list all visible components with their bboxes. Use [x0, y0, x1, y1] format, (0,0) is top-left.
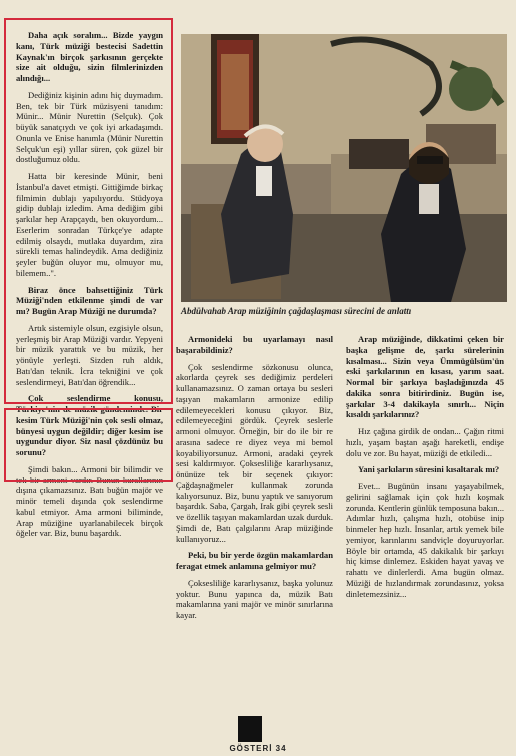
question-paragraph: Biraz önce bahsettiğiniz Türk Müziği'nden etkilenme şimdi de var mı? Bugün Arap Müziği ne durumda?	[16, 284, 163, 316]
question-paragraph: Armonideki bu uyarlamayı nasıl başarabildiniz?	[176, 334, 333, 355]
answer-paragraph: Hız çağına girdik de ondan... Çağın ritmi hızlı, yaşam baştan aşağı hareketli, endişe dolu ve zor. Bu hayat, müziği de etkiledi...	[346, 426, 504, 458]
footer-marker	[238, 716, 262, 742]
answer-paragraph: Evet... Bugünün insanı yaşayabilmek, gelirini sağlamak için çok hızlı koşmak zorunda. Kentlerin günlük temposuna bakın... Adımlar hızlı, çalışma hızlı, otobüse inip binmeler hep hızlı. İnsanlar, artık yemek bile yemiyor, karınlarını sandviçle doyuruyorlar. Böyle bir ortamda, 45 dakikalık bir şarkıyı hiç kimse dinlemez. Eskiden hayat yavaş ve rahattı ve dinlerlerdi. Ama bugün olmaz. Müziği de hızlandırmak zorundasınız, yoksa dinletemezsiniz...	[346, 481, 504, 599]
question-paragraph: Daha açık soralım... Bizde yaygın kanı, Türk müziği bestecisi Sadettin Kaynak'ın birçok şarkısının gerçekte size ait olduğu, sizin filmlerinizden alındığı...	[16, 30, 163, 83]
article-column-3	[346, 334, 504, 605]
answer-paragraph: Çok seslendirme sözkonusu olunca, akorlarda çeyrek ses dediğimiz perdeleri kullanamazsınız. O zaman ortaya bu sesleri taşıyan makamların armonize edilip edilemeyecekleri konusu çıkıyor. Biz, edilemeyeceğini gördük. Çeyrek seslerle armoni olmuyor. Örneğin, bir do ile bir re arasına sadece re diyez veya mi bemol koyabiliyorsunuz. Armoni, aradaki çeyrek sesi kaldırmıyor. Çoksesliliğe kararlıysanız, önünüze tek bir seçenek çıkıyor: Çağdaşnağmeler kullanmak zorunda kalıyorsunuz. Biz, bunu yaptık ve sanıyorum başardık. Saba, Çargah, Irak gibi çeyrek sesli ve özellik taşıyan makamlardan uzak durduk. Şimdi de, Batı çalgılarını Arap müziğinde kullanıyoruz...	[176, 361, 333, 544]
article-column-2	[176, 334, 333, 627]
answer-paragraph: Dediğiniz kişinin adını hiç duymadım. Ben, tek bir Türk müzisyeni tanıdım: Münir... Münir Nurettin (Selçuk). Çok büyük sanatçıydı ve çok iyi arkadaşımdı. Onunla ve Enise hanımla (Münir Nurettin Selçuk'un eşi) yıllar süren, çok güzel bir dostluğumuz oldu.	[16, 89, 163, 165]
highlight-box-top	[4, 18, 173, 404]
interview-photo	[181, 34, 507, 302]
question-paragraph: Arap müziğinde, dikkatimi çeken bir başka gelişme de, şarkı sürelerinin kısalması... Sizin veya Ümmügülsüm'ün eski şarkılarının en kısası, yarım saat. Normal bir şarkıya başladığınızda 45 dakika sonra bitirirdiniz. Bugün ise, şarkılar 3-4 dakikayla sınırlı... Niçin kısaldı şarkılarınız?	[346, 334, 504, 420]
question-paragraph: Peki, bu bir yerde özgün makamlardan feragat etmek anlamına gelmiyor mu?	[176, 550, 333, 571]
question-paragraph: Çok seslendirme konusu, Türkiye'nin de müzik gündeminde. Bir kesim Türk Müziği'nin çok sesli olmaz, bünyesi uygun değildir; diğer kesim ise uygundur diyor. Siz nasıl çözdünüz bu sorunu?	[16, 393, 163, 457]
answer-paragraph: Hatta bir keresinde Münir, beni İstanbul'a davet etmişti. Gittiğimde birkaç filmimin dublajı yapılıyordu. Stüdyoya gidip dublajı izledim. Ama dediğim gibi şarkılar hep Arapçaydı, ben okuyordum... Eserlerim sonradan Türkçe'ye adapte edilmiş olsaydı, mutlaka duyardım, zira sürekli temas halindeydik. Ama dediğiniz şeyler buğün oluyor mu, olmuyor mu, bilemem..".	[16, 171, 163, 278]
photo-caption: Abdülvahab Arap müziğinin çağdaşlaşması sürecini de anlattı	[181, 306, 412, 316]
highlight-box-middle	[4, 408, 173, 482]
answer-paragraph: Artık sistemiyle olsun, ezgisiyle olsun, yerleşmiş bir Arap Müziği vardır. Yepyeni bir müzik yarattık ve bu müzik, her yönüyle yerleşti. Sizden ruh aldık, Batı'dan teknik. İcra tekniğini ve çok seslendirmeyi, Batı'dan öğrendik...	[16, 322, 163, 387]
answer-paragraph: Şimdi bakın... Armoni bir bilimdir ve tek bir armoni vardır. Bunun kurallarının dışına çıkamazsınız. Batı buğün majör ve minör temeli dışında çok seslendirme kabul etmiyor. Ama armoni biliminde, Arap müziğine uyarlanabilecek birçok öğeler var. Biz, bunu başardık.	[16, 463, 163, 539]
question-paragraph: Yani şarkıların süresini kısaltarak mı?	[358, 464, 500, 475]
page-footer: GÖSTERİ 34	[229, 744, 287, 753]
answer-paragraph: Çoksesliliğe kararlıysanız, başka yolunuz yoktur. Bunu yapınca da, müzik Batı makamlarına yani majör ve minör sınırlarına kayar.	[176, 577, 333, 620]
